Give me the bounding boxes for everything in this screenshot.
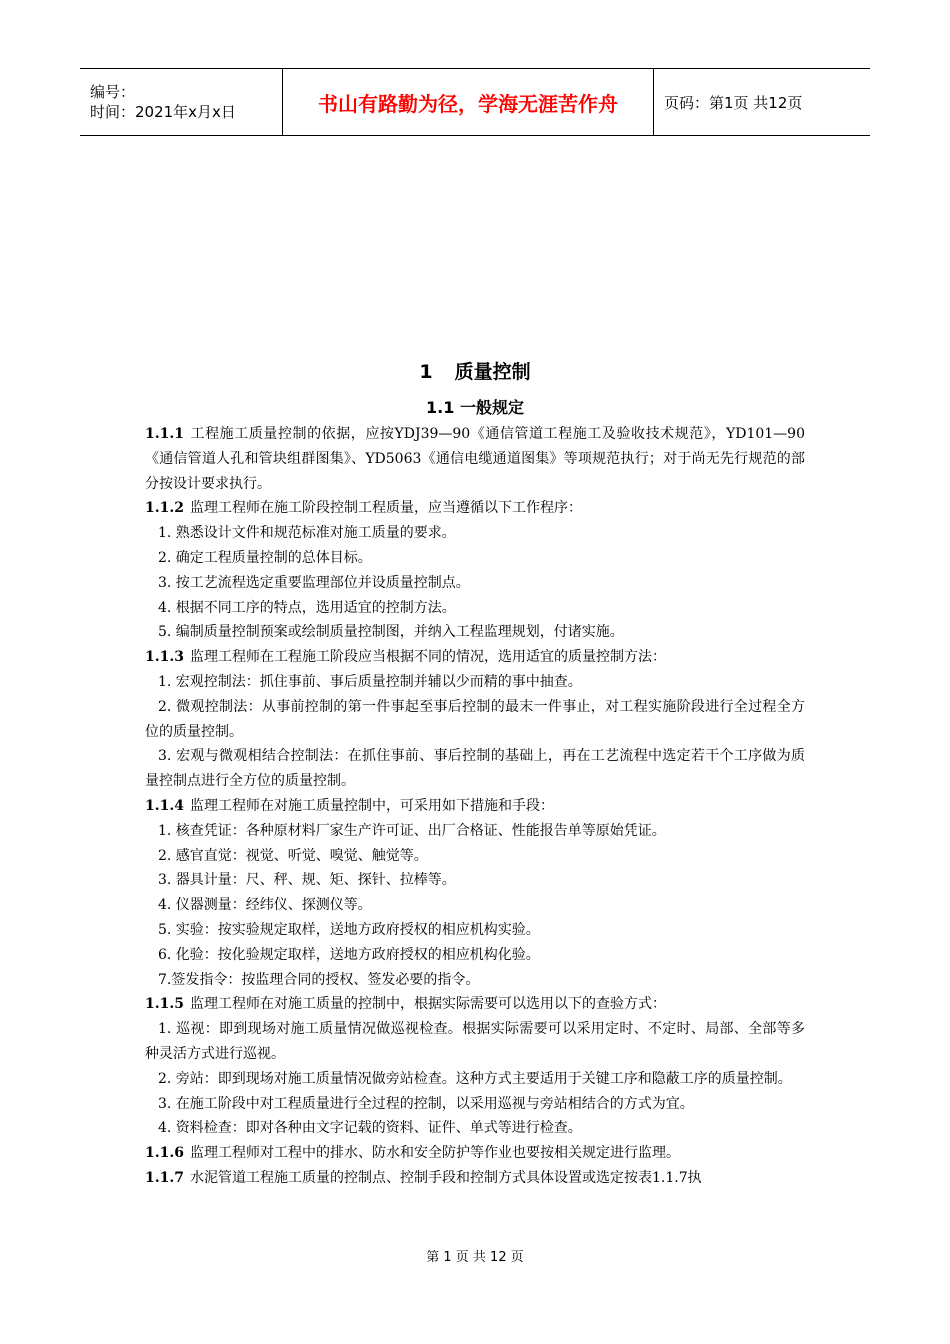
header-left-cell: [80, 69, 282, 135]
motto: 书山有路勤为径，学海无涯苦作舟: [318, 91, 618, 116]
section-heading: 1.1 一般规定: [426, 398, 524, 417]
list-item: [145, 868, 805, 893]
page-label: 页码：第1页 共12页: [664, 93, 803, 112]
paragraph-text: 4. 资料检查：即对各种由文字记载的资料、证件、单式等进行检查。: [158, 1120, 582, 1137]
paragraph-text: 监理工程师对工程中的排水、防水和安全防护等作业也要按相关规定进行监理。: [189, 1145, 680, 1162]
paragraph-text: 水泥管道工程施工质量的控制点、控制手段和控制方式具体设置或选定按表1.1.7执: [189, 1169, 702, 1186]
paragraph-text: 1. 熟悉设计文件和规范标准对施工质量的要求。: [158, 525, 456, 542]
clause-number: 1.1.3: [145, 649, 184, 666]
list-item: [145, 918, 805, 943]
document-body: [145, 358, 805, 1191]
paragraph-text: 3. 器具计量：尺、秤、规、矩、探针、拉棒等。: [158, 872, 456, 889]
paragraph-text: 监理工程师在对施工质量控制中，可采用如下措施和手段：: [189, 797, 554, 814]
clause-paragraph: [145, 794, 805, 819]
list-item: [145, 943, 805, 968]
chapter-heading: [145, 358, 805, 386]
paragraph-text: 工程施工质量控制的依据，应按YDJ39—90《通信管道工程施工及验收技术规范》，YD101—90《通信管道人孔和管块组群图集》、YD5063《通信电缆通道图集》等项规范执行；对于尚无先行规范的部分按设计要求执行。: [145, 426, 805, 492]
list-item: [145, 1092, 805, 1117]
time-label: 时间：2021年x月x日: [90, 103, 236, 121]
clause-paragraph: [145, 1141, 805, 1166]
clause-number: 1.1.5: [145, 996, 184, 1013]
list-item: [145, 893, 805, 918]
list-item: [145, 1017, 805, 1067]
clause-number: 1.1.7: [145, 1169, 184, 1186]
list-item: [145, 844, 805, 869]
paragraph-text: 监理工程师在对施工质量的控制中，根据实际需要可以选用以下的查验方式：: [189, 996, 666, 1013]
chapter-title: 质量控制: [454, 361, 531, 383]
header-right-cell: [654, 69, 870, 135]
clause-number: 1.1.2: [145, 500, 184, 517]
paragraph-text: 4. 根据不同工序的特点，选用适宜的控制方法。: [158, 599, 456, 616]
clause-paragraph: [145, 992, 805, 1017]
list-item: [145, 571, 805, 596]
paragraph-list: [145, 422, 805, 1191]
list-item: [145, 521, 805, 546]
list-item: [145, 744, 805, 794]
clause-number: 1.1.4: [145, 797, 184, 814]
header-motto-cell: [282, 69, 654, 135]
list-item: [145, 968, 805, 993]
paragraph-text: 1. 巡视：即到现场对施工质量情况做巡视检查。根据实际需要可以采用定时、不定时、局部、全部等多种灵活方式进行巡视。: [145, 1021, 805, 1062]
list-item: [145, 1116, 805, 1141]
list-item: [145, 546, 805, 571]
paragraph-text: 2. 感官直觉：视觉、听觉、嗅觉、触觉等。: [158, 847, 428, 864]
paragraph-text: 2. 旁站：即到现场对施工质量情况做旁站检查。这种方式主要适用于关键工序和隐蔽工序的质量控制。: [158, 1070, 792, 1087]
list-item: [145, 596, 805, 621]
list-item: [145, 1067, 805, 1092]
paragraph-text: 7.签发指令：按监理合同的授权、签发必要的指令。: [158, 971, 480, 988]
paragraph-text: 2. 确定工程质量控制的总体目标。: [158, 549, 372, 566]
page-footer: 第 1 页 共 12 页: [426, 1250, 524, 1265]
list-item: [145, 620, 805, 645]
clause-paragraph: [145, 1166, 805, 1191]
page-header: [80, 68, 870, 136]
chapter-number: 1: [419, 361, 433, 383]
number-label: 编号：: [90, 83, 136, 101]
paragraph-text: 4. 仪器测量：经纬仪、探测仪等。: [158, 897, 372, 914]
clause-paragraph: [145, 645, 805, 670]
clause-number: 1.1.6: [145, 1145, 184, 1162]
paragraph-text: 2. 微观控制法：从事前控制的第一件事起至事后控制的最末一件事止，对工程实施阶段进行全过程全方位的质量控制。: [145, 698, 805, 740]
paragraph-text: 1. 宏观控制法：抓住事前、事后质量控制并辅以少而精的事中抽查。: [158, 673, 582, 690]
paragraph-text: 5. 编制质量控制预案或绘制质量控制图，并纳入工程监理规划，付诸实施。: [158, 624, 624, 641]
list-item: [145, 695, 805, 745]
clause-paragraph: [145, 496, 805, 521]
list-item: [145, 819, 805, 844]
paragraph-text: 1. 核查凭证：各种原材料厂家生产许可证、出厂合格证、性能报告单等原始凭证。: [158, 822, 666, 839]
paragraph-text: 3. 按工艺流程选定重要监理部位并设质量控制点。: [158, 574, 470, 591]
clause-paragraph: [145, 422, 805, 496]
clause-number: 1.1.1: [145, 426, 184, 442]
paragraph-text: 6. 化验：按化验规定取样，送地方政府授权的相应机构化验。: [158, 946, 540, 963]
paragraph-text: 5. 实验：按实验规定取样，送地方政府授权的相应机构实验。: [158, 921, 540, 938]
list-item: [145, 670, 805, 695]
paragraph-text: 3. 在施工阶段中对工程质量进行全过程的控制，以采用巡视与旁站相结合的方式为宜。: [158, 1095, 694, 1112]
paragraph-text: 监理工程师在施工阶段控制工程质量，应当遵循以下工作程序：: [189, 500, 582, 517]
paragraph-text: 监理工程师在工程施工阶段应当根据不同的情况，选用适宜的质量控制方法：: [189, 649, 666, 666]
paragraph-text: 3. 宏观与微观相结合控制法：在抓住事前、事后控制的基础上，再在工艺流程中选定若干个工序做为质量控制点进行全方位的质量控制。: [145, 748, 805, 790]
